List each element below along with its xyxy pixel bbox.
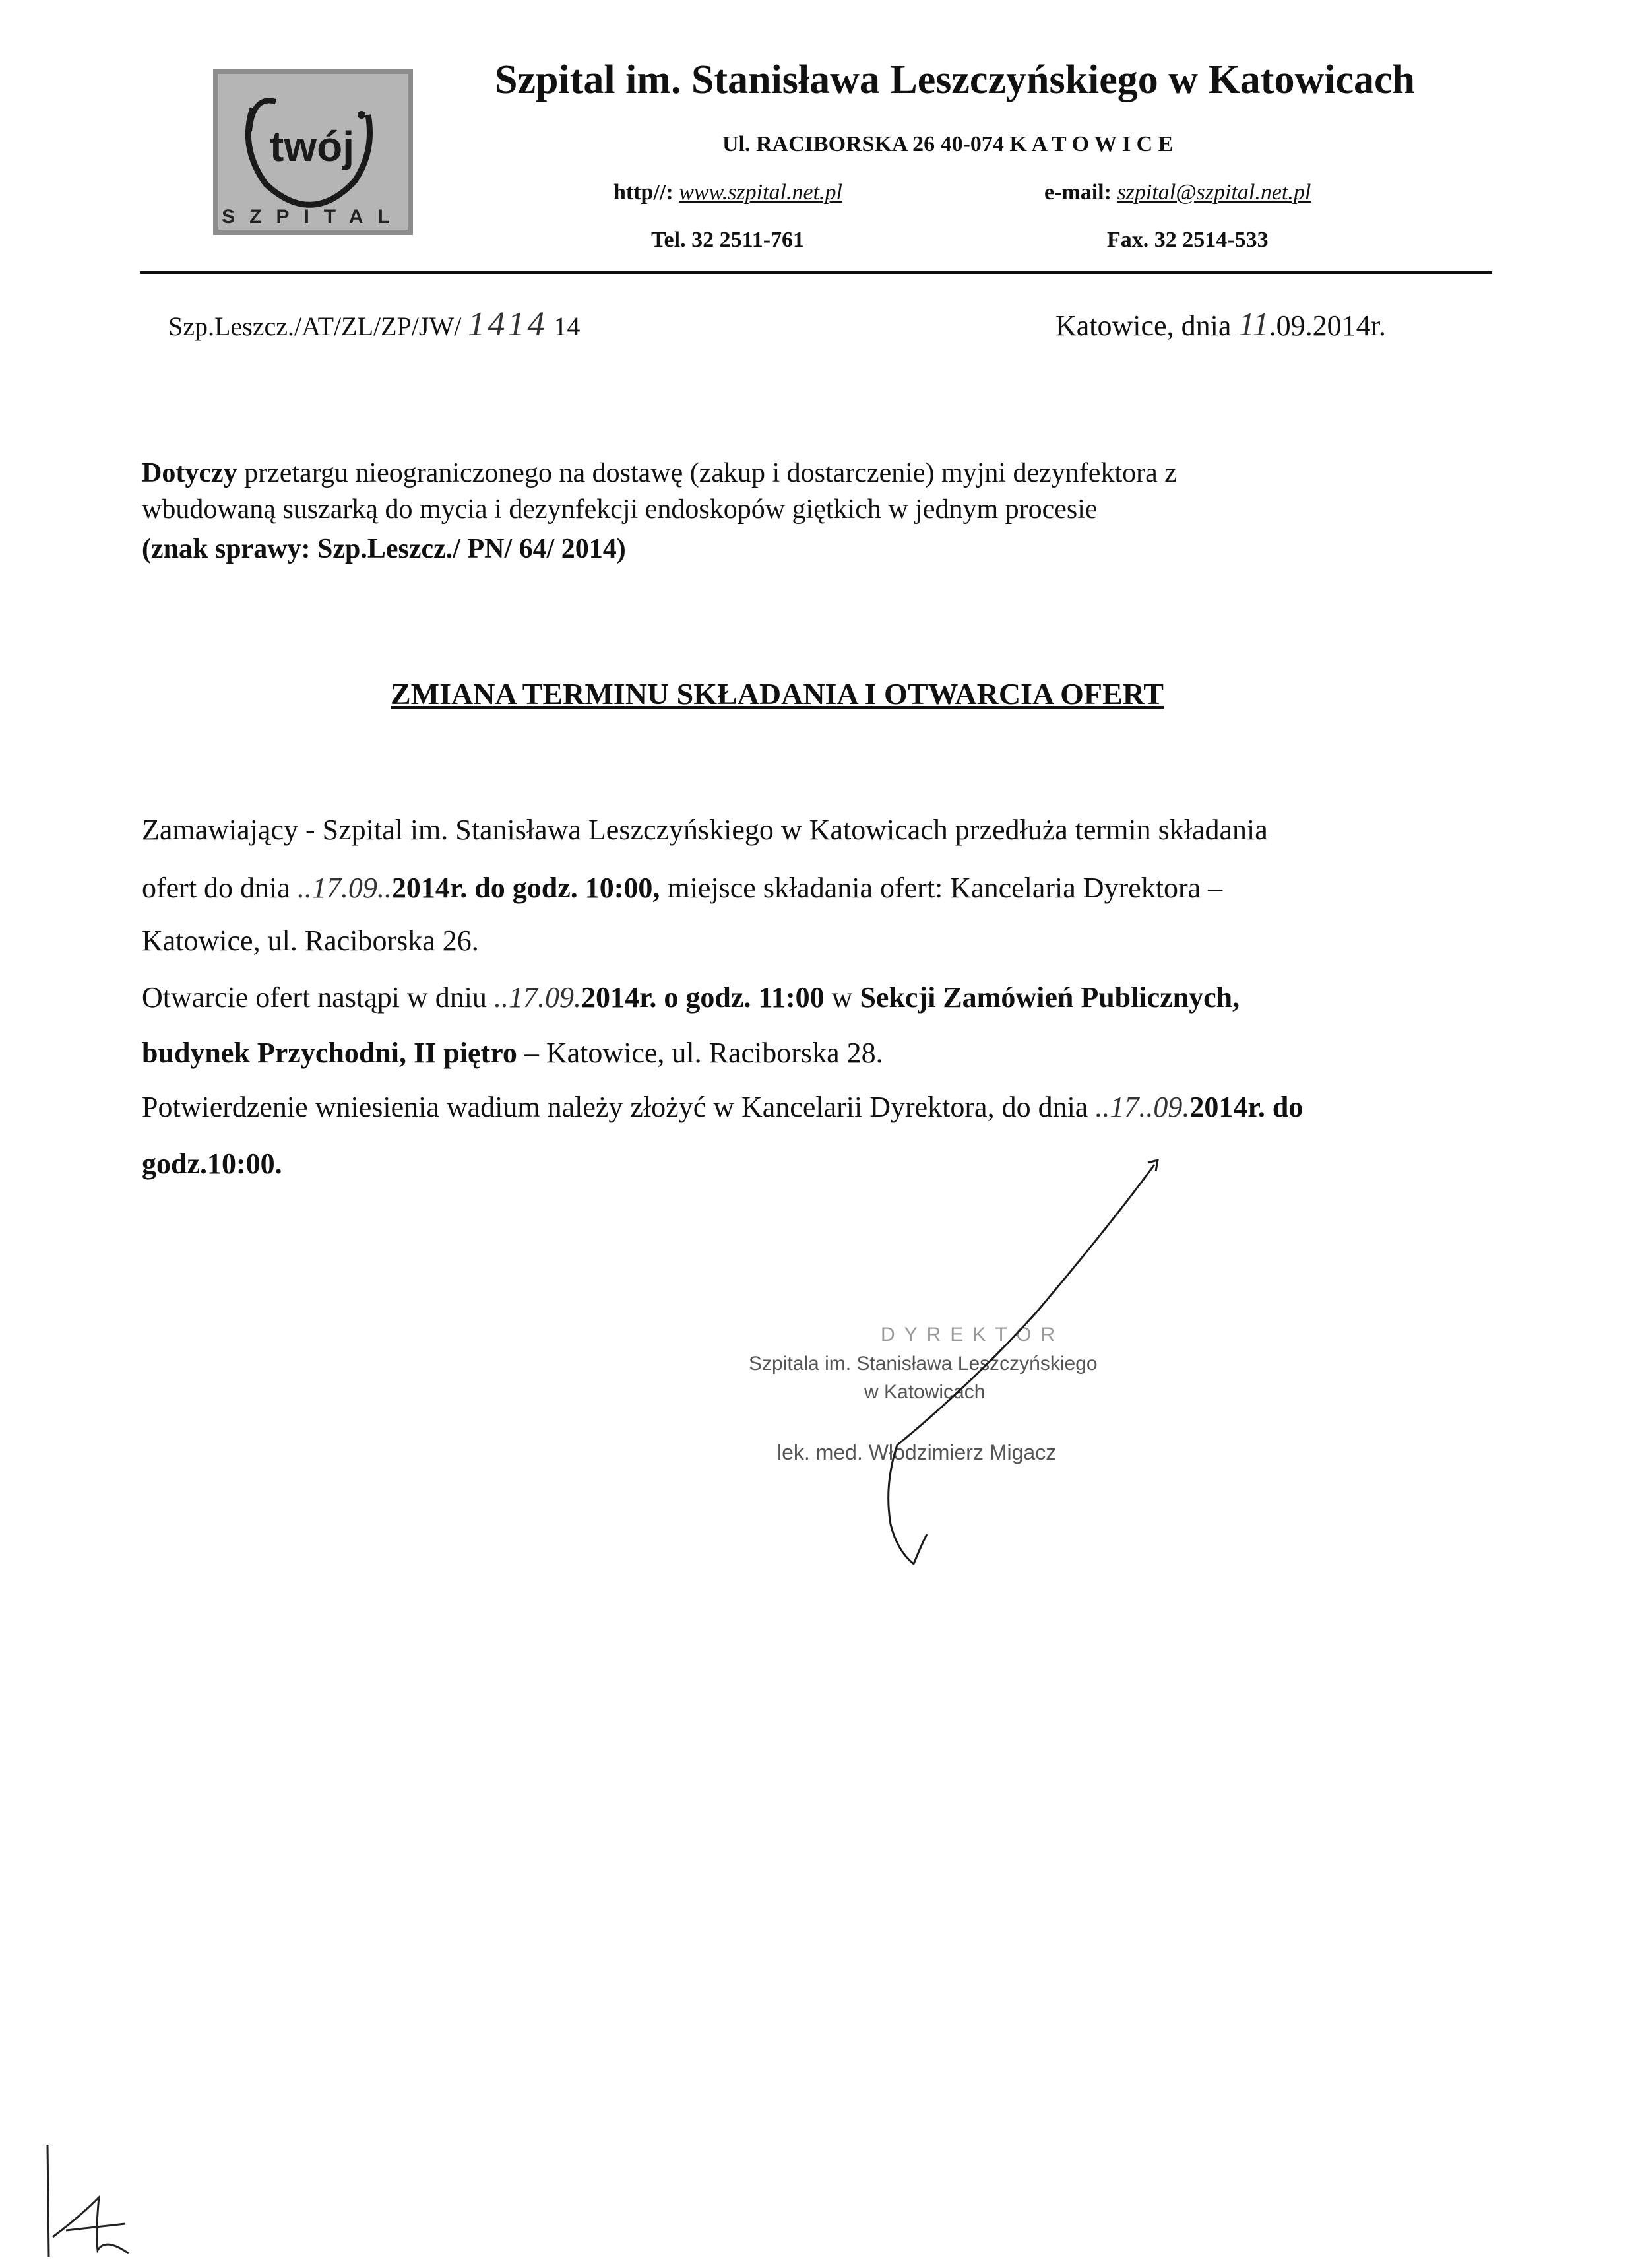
hospital-logo (213, 69, 413, 235)
stamp-city: w Katowicach (864, 1381, 986, 1403)
email-line (1044, 180, 1311, 205)
body-paragraph-1-line-1: Zamawiający - Szpital im. Stanisława Leszczyńskiego w Katowicach przedłuża termin składania (142, 814, 1268, 846)
offer-deadline-date: ..17.09.. (297, 872, 392, 904)
body-paragraph-2-line-1 (142, 981, 1240, 1014)
telephone: Tel. 32 2511-761 (651, 228, 805, 252)
reference-handwritten: 1414 (468, 306, 548, 343)
offer-deadline-time: 2014r. do godz. 10:00, (391, 872, 660, 904)
fax: Fax. 32 2514-533 (1107, 228, 1269, 252)
subject-line-1 (142, 457, 1177, 489)
stamp-institution: Szpitala im. Stanisława Leszczyńskiego (749, 1353, 1098, 1375)
body-paragraph-1-line-3: Katowice, ul. Raciborska 26. (142, 924, 479, 957)
stamp-title: DYREKTOR (881, 1324, 1065, 1345)
opening-date: ..17.09. (493, 981, 581, 1014)
logo-wordmark: twój (270, 123, 354, 170)
date-handwritten: 11 (1238, 306, 1269, 342)
opening-address: – Katowice, ul. Raciborska 28. (524, 1037, 883, 1069)
subject-line-2: wbudowaną suszarką do mycia i dezynfekcji endoskopów giętkich w jednym procesie (142, 494, 1098, 525)
website-label: http//: (614, 180, 674, 205)
email-label: e-mail: (1044, 180, 1112, 205)
hospital-address: Ul. RACIBORSKA 26 40-074 K A T O W I C E (722, 132, 1174, 156)
stamp-director-name: lek. med. Włodzimierz Migacz (777, 1441, 1057, 1464)
logo-text: SZPITAL (222, 206, 404, 228)
body-paragraph-1-line-2 (142, 871, 1222, 905)
reference-suffix: 14 (553, 311, 581, 341)
opening-label: Otwarcie ofert nastąpi w dniu (142, 981, 487, 1014)
opening-preposition: w (831, 981, 853, 1014)
deposit-label: Potwierdzenie wniesienia wadium należy złożyć w Kancelarii Dyrektora, do dnia (142, 1091, 1088, 1123)
opening-section: Sekcji Zamówień Publicznych, (860, 981, 1240, 1014)
body-paragraph-2-line-2 (142, 1036, 883, 1070)
email-link[interactable]: szpital@szpital.net.pl (1117, 180, 1311, 205)
hospital-name: Szpital im. Stanisława Leszczyńskiego w Katowicach (495, 57, 1415, 102)
date-line (1055, 305, 1386, 343)
deposit-date: ..17..09. (1095, 1091, 1190, 1123)
director-signature (858, 1155, 1187, 1584)
offer-location: miejsce składania ofert: Kancelaria Dyrektora – (667, 872, 1223, 904)
opening-time: 2014r. o godz. 11:00 (581, 981, 825, 1014)
subject-label: Dotyczy (142, 458, 237, 488)
opening-building: budynek Przychodni, II piętro (142, 1037, 517, 1069)
deposit-year: 2014r. do (1189, 1091, 1304, 1123)
document-title: ZMIANA TERMINU SKŁADANIA I OTWARCIA OFERT (391, 677, 1164, 711)
reference-number (168, 305, 580, 344)
website-line (614, 180, 842, 205)
header-divider (140, 271, 1492, 274)
subject-line-1-text: przetargu nieograniczonego na dostawę (zakup i dostarczenie) myjni dezynfektora z (244, 458, 1177, 488)
website-link[interactable]: www.szpital.net.pl (679, 180, 842, 205)
reference-prefix: Szp.Leszcz./AT/ZL/ZP/JW/ (168, 311, 462, 341)
date-suffix: .09.2014r. (1269, 309, 1386, 342)
body-paragraph-3-line-2: godz.10:00. (142, 1148, 282, 1180)
case-reference: (znak sprawy: Szp.Leszcz./ PN/ 64/ 2014) (142, 534, 626, 564)
body-paragraph-3-line-1 (142, 1090, 1303, 1124)
date-prefix: Katowice, dnia (1055, 309, 1232, 342)
offer-deadline-label: ofert do dnia (142, 872, 290, 904)
handwritten-page-mark (40, 2138, 145, 2263)
